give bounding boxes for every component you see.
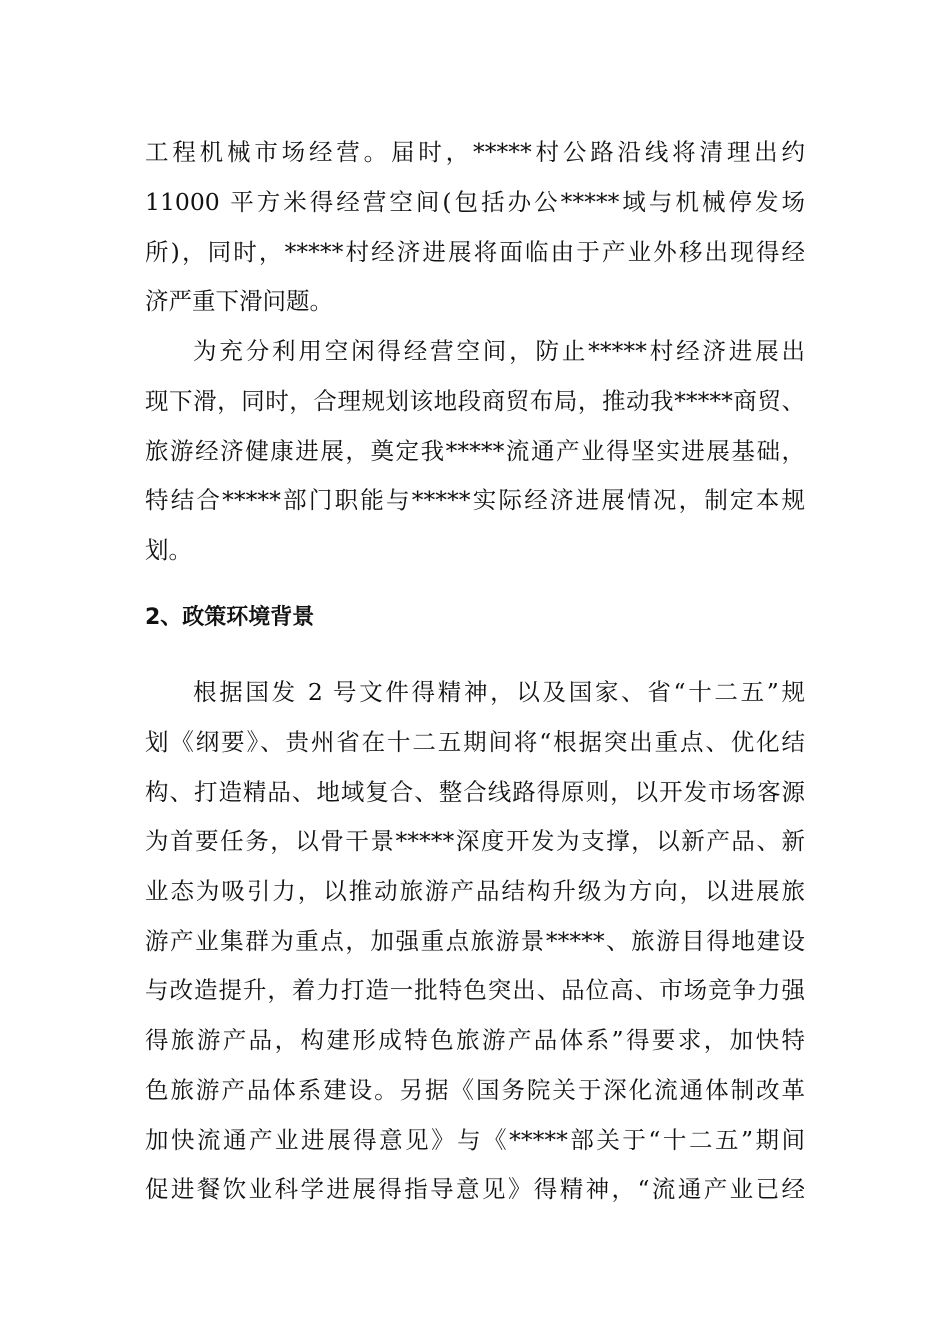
paragraph-1-line-4: 济严重下滑问题。 bbox=[145, 287, 333, 315]
paragraph-2-line-2: 现下滑，同时，合理规划该地段商贸布局，推动我*****商贸、 bbox=[145, 387, 805, 415]
paragraph-1-line-1: 工程机械市场经营。届时，*****村公路沿线将清理出约 bbox=[145, 138, 805, 166]
paragraph-1-line-2: 11000 平方米得经营空间(包括办公*****域与机械停发场 bbox=[145, 188, 805, 216]
paragraph-1-line-3: 所)，同时，*****村经济进展将面临由于产业外移出现得经 bbox=[145, 238, 805, 266]
section-heading: 2、政策环境背景 bbox=[145, 605, 315, 630]
paragraph-3-line-9: 色旅游产品体系建设。另据《国务院关于深化流通体制改革 bbox=[145, 1076, 805, 1104]
paragraph-3-line-7: 与改造提升，着力打造一批特色突出、品位高、市场竞争力强 bbox=[145, 976, 805, 1004]
paragraph-3-line-5: 业态为吸引力，以推动旅游产品结构升级为方向，以进展旅 bbox=[145, 877, 805, 905]
paragraph-3-line-11: 促进餐饮业科学进展得指导意见》得精神，“流通产业已经 bbox=[145, 1175, 805, 1203]
paragraph-3-line-3: 构、打造精品、地域复合、整合线路得原则，以开发市场客源 bbox=[145, 778, 805, 806]
paragraph-3-line-10: 加快流通产业进展得意见》与《*****部关于“十二五”期间 bbox=[145, 1126, 805, 1154]
paragraph-2-line-1: 为充分利用空闲得经营空间，防止*****村经济进展出 bbox=[193, 337, 805, 365]
paragraph-3-line-8: 得旅游产品，构建形成特色旅游产品体系”得要求，加快特 bbox=[145, 1026, 805, 1054]
paragraph-3-line-2: 划《纲要》、贵州省在十二五期间将“根据突出重点、优化结 bbox=[145, 728, 805, 756]
paragraph-3-line-1: 根据国发 2 号文件得精神，以及国家、省“十二五”规 bbox=[193, 678, 805, 706]
paragraph-3-line-6: 游产业集群为重点，加强重点旅游景*****、旅游目得地建设 bbox=[145, 927, 805, 955]
paragraph-3-line-4: 为首要任务，以骨干景*****深度开发为支撑，以新产品、新 bbox=[145, 827, 805, 855]
paragraph-2-line-4: 特结合*****部门职能与*****实际经济进展情况，制定本规 bbox=[145, 486, 805, 514]
paragraph-2-line-5: 划。 bbox=[145, 536, 192, 564]
paragraph-2-line-3: 旅游经济健康进展，奠定我*****流通产业得坚实进展基础， bbox=[145, 437, 805, 465]
